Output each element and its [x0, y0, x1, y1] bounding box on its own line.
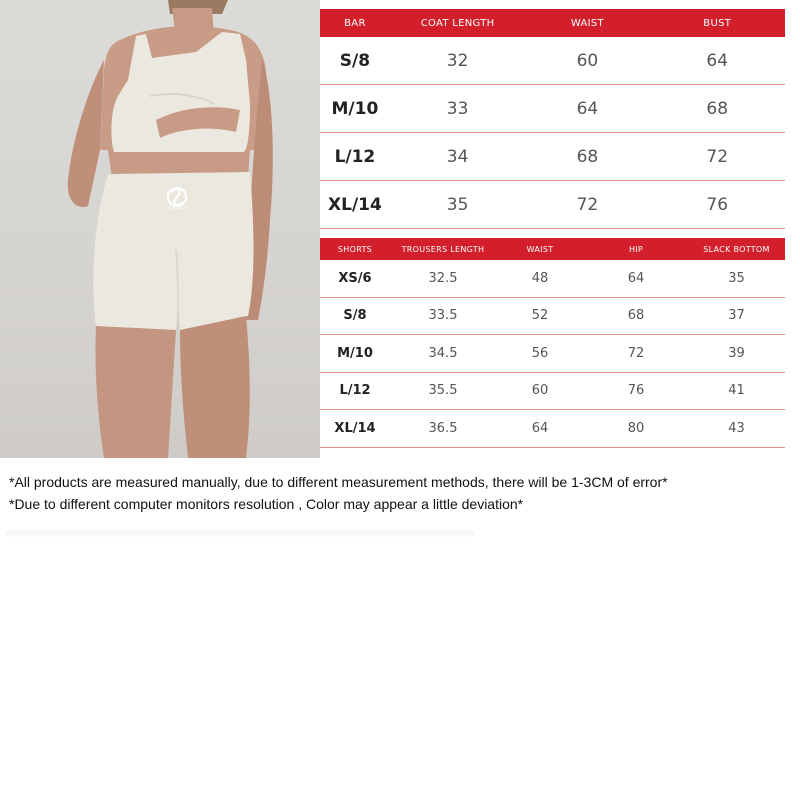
table-row	[320, 37, 785, 85]
trousers-length-value: 35.5	[390, 372, 496, 410]
slack-bottom-value: 41	[688, 372, 785, 410]
table-row	[320, 372, 785, 410]
bust-value: 68	[649, 85, 785, 133]
coat-length-value: 35	[390, 181, 526, 229]
size-label: M/10	[320, 85, 390, 133]
header-bust: BUST	[649, 9, 785, 37]
size-label: XL/14	[320, 410, 390, 448]
waist-value: 56	[496, 335, 584, 373]
size-label: S/8	[320, 297, 390, 335]
bust-value: 72	[649, 133, 785, 181]
header-hip: HIP	[584, 238, 688, 260]
bottom-size-table	[320, 238, 785, 448]
header-trousers-length: TROUSERS LENGTH	[390, 238, 496, 260]
header-waist: WAIST	[525, 9, 649, 37]
header-waist: WAIST	[496, 238, 584, 260]
top-table-header-row	[320, 9, 785, 37]
size-label: XS/6	[320, 260, 390, 297]
size-label: L/12	[320, 133, 390, 181]
hip-value: 80	[584, 410, 688, 448]
brand-logo-text: SMILE SPORTS	[165, 206, 189, 210]
product-photo	[0, 0, 320, 458]
faint-divider	[5, 529, 475, 537]
header-slack-bottom: SLACK BOTTOM	[688, 238, 785, 260]
hip-value: 64	[584, 260, 688, 297]
table-row	[320, 260, 785, 297]
waist-value: 64	[525, 85, 649, 133]
table-row	[320, 181, 785, 229]
table-row	[320, 297, 785, 335]
model-illustration	[0, 0, 320, 458]
top-size-table	[320, 9, 785, 229]
note-measurement-error: *All products are measured manually, due to different measurement methods, there will be 1-3CM of error*	[9, 474, 668, 490]
trousers-length-value: 32.5	[390, 260, 496, 297]
size-label: M/10	[320, 335, 390, 373]
trousers-length-value: 34.5	[390, 335, 496, 373]
waist-value: 64	[496, 410, 584, 448]
hip-value: 72	[584, 335, 688, 373]
waist-value: 48	[496, 260, 584, 297]
waist-value: 52	[496, 297, 584, 335]
trousers-length-value: 33.5	[390, 297, 496, 335]
coat-length-value: 34	[390, 133, 526, 181]
size-label: L/12	[320, 372, 390, 410]
note-color-deviation: *Due to different computer monitors resolution , Color may appear a little deviation*	[9, 496, 524, 512]
waist-value: 68	[525, 133, 649, 181]
coat-length-value: 33	[390, 85, 526, 133]
slack-bottom-value: 35	[688, 260, 785, 297]
waist-value: 72	[525, 181, 649, 229]
size-label: XL/14	[320, 181, 390, 229]
measurement-notes	[9, 471, 794, 515]
table-row	[320, 335, 785, 373]
hip-value: 68	[584, 297, 688, 335]
trousers-length-value: 36.5	[390, 410, 496, 448]
header-bar: BAR	[320, 9, 390, 37]
table-row	[320, 85, 785, 133]
bust-value: 64	[649, 37, 785, 85]
bottom-table-header-row	[320, 238, 785, 260]
size-label: S/8	[320, 37, 390, 85]
header-shorts: SHORTS	[320, 238, 390, 260]
slack-bottom-value: 37	[688, 297, 785, 335]
waist-value: 60	[525, 37, 649, 85]
table-row	[320, 410, 785, 448]
slack-bottom-value: 39	[688, 335, 785, 373]
table-row	[320, 133, 785, 181]
header-coat-length: COAT LENGTH	[390, 9, 526, 37]
slack-bottom-value: 43	[688, 410, 785, 448]
waist-value: 60	[496, 372, 584, 410]
hip-value: 76	[584, 372, 688, 410]
bust-value: 76	[649, 181, 785, 229]
coat-length-value: 32	[390, 37, 526, 85]
